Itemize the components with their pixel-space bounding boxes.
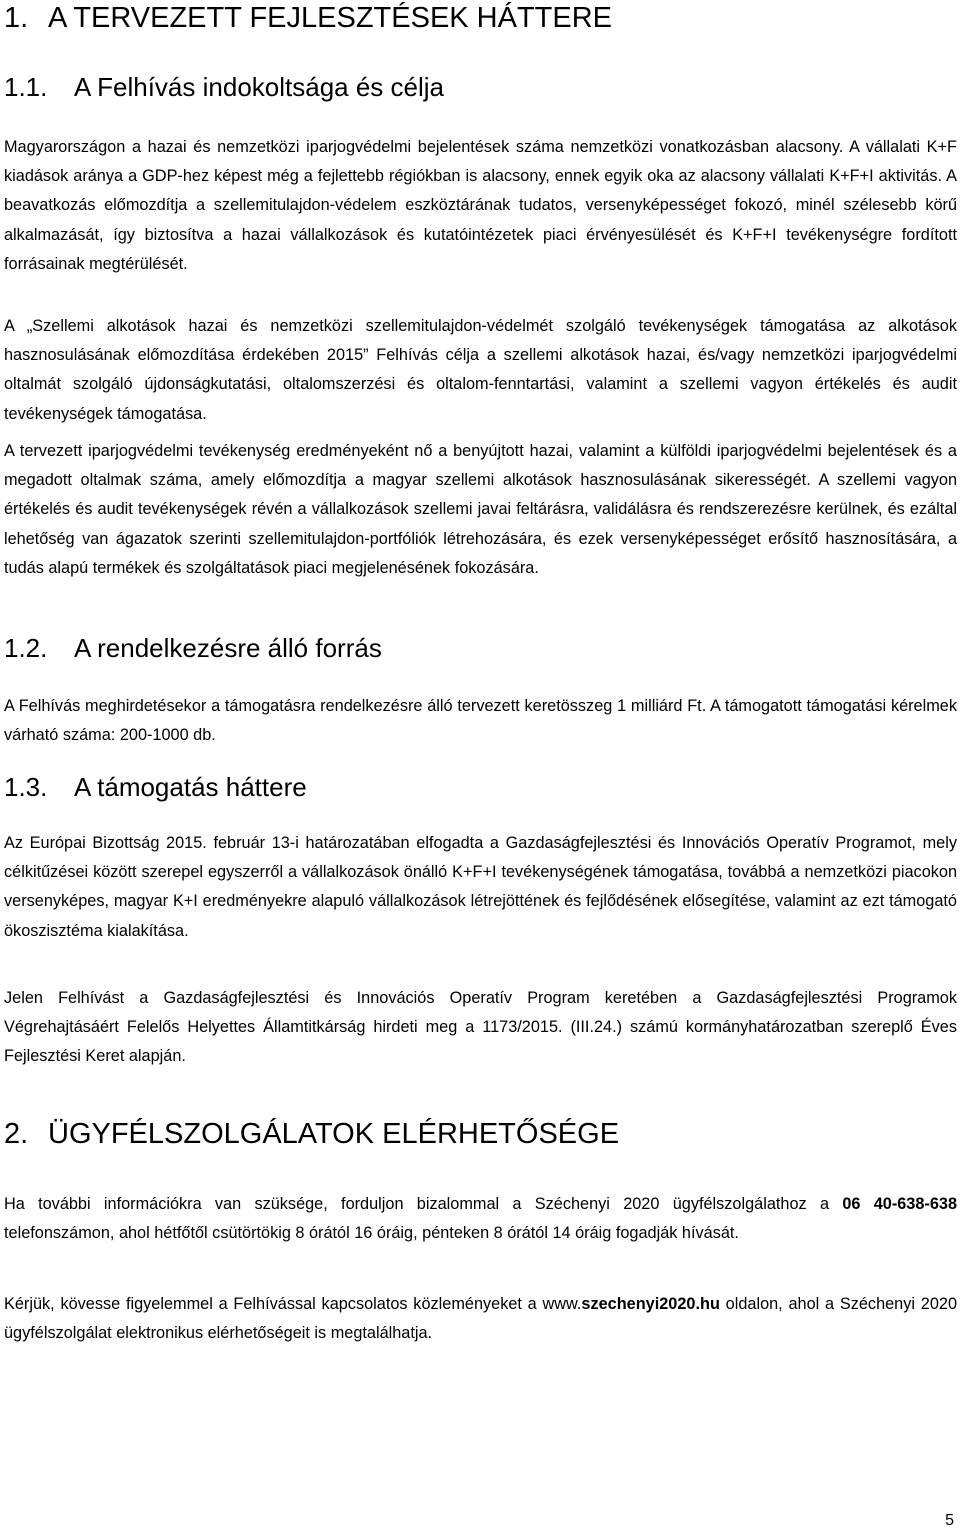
- paragraph-text: Ha további információkra van szüksége, forduljon bizalommal a Széchenyi 2020 ügyfélszolgálathoz a: [4, 1195, 843, 1213]
- section-2-heading: [4, 1118, 619, 1151]
- paragraph-1-3-a: Az Európai Bizottság 2015. február 13-i határozatában elfogadta a Gazdaságfejlesztési és Innovációs Operatív Programot, mely célkitűzései között szerepel egyszerről a vállalkozások önálló K+F+I tevékenységének támogatása, továbbá a nemzetközi piacokon versenyképes, magyar K+I eredményekre alapuló vállalkozások létrejöttének és fejlődésének elősegítése, valamint az ezt támogató ökoszisztéma kialakítása.: [4, 834, 957, 940]
- paragraph-1-2: A Felhívás meghirdetésekor a támogatásra rendelkezésre álló tervezett keretösszeg 1 milliárd Ft. A támogatott támogatási kérelmek várható száma: 200-1000 db.: [4, 697, 957, 745]
- subsection-1-3-heading: [4, 772, 307, 803]
- subsection-title: A Felhívás indokoltsága és célja: [74, 72, 444, 102]
- section-title: A TERVEZETT FEJLESZTÉSEK HÁTTERE: [48, 2, 613, 34]
- section-number: 2.: [4, 1118, 29, 1150]
- subsection-number: 1.2.: [4, 633, 48, 663]
- paragraph-2-b: [4, 1290, 957, 1348]
- paragraph-1-3-b: Jelen Felhívást a Gazdaságfejlesztési és Innovációs Operatív Program keretében a Gazdaságfejlesztési Programok Végrehajtásáért Felelős Helyettes Államtitkárság hirdeti meg a 1173/2015. (III.24.) számú kormányhatározatban szereplő Éves Fejlesztési Keret alapján.: [4, 989, 957, 1066]
- paragraph-text: telefonszámon, ahol hétfőtől csütörtökig 8 órától 16 óráig, pénteken 8 órától 14 óráig fogadják hívását.: [4, 1224, 739, 1243]
- subsection-1-1-heading: [4, 72, 444, 103]
- subsection-title: A rendelkezésre álló forrás: [74, 633, 382, 663]
- phone-number: 06 40-638-638: [842, 1195, 957, 1213]
- section-title: ÜGYFÉLSZOLGÁLATOK ELÉRHETŐSÉGE: [48, 1118, 620, 1150]
- page-number: 5: [945, 1512, 954, 1529]
- paragraph-2-a: [4, 1190, 957, 1248]
- subsection-title: A támogatás háttere: [74, 772, 307, 802]
- website-link[interactable]: szechenyi2020.hu: [581, 1295, 720, 1313]
- paragraph-1-1-a: Magyarországon a hazai és nemzetközi iparjogvédelmi bejelentések száma nemzetközi vonatkozásban alacsony. A vállalati K+F kiadások aránya a GDP-hez képest még a fejlettebb régiókban is alacsony, ennek egyik oka az alacsony vállalati K+F+I aktivitás. A beavatkozás előmozdítja a szellemitulajdon-védelem eszköztárának tudatos, versenyképességet fokozó, minél szélesebb körű alkalmazását, így biztosítva a hazai vállalkozások és kutatóintézetek piaci érvényesülését és K+F+I tevékenységre fordított forrásainak megtérülését.: [4, 138, 957, 273]
- section-1-heading: [4, 2, 612, 35]
- paragraph-1-1-c: A tervezett iparjogvédelmi tevékenység eredményeként nő a benyújtott hazai, valamint a külföldi iparjogvédelmi bejelentések és a megadott oltalmak száma, amely előmozdítja a magyar szellemi alkotások hasznosulásának sikerességét. A szellemi vagyon értékelés és audit tevékenységek révén a vállalkozások szellemi javai feltárásra, validálásra és rendszerezésre kerülnek, és ezáltal lehetőség van ágazatok szerinti szellemitulajdon-portfóliók létrehozására, és ezek versenyképességet erősítő hasznosítására, a tudás alapú termékek és szolgáltatások piaci megjelenésének fokozására.: [4, 442, 957, 577]
- paragraph-text: Kérjük, kövesse figyelemmel a Felhívással kapcsolatos közleményeket a www.: [4, 1295, 582, 1313]
- section-number: 1.: [4, 2, 29, 34]
- subsection-number: 1.1.: [4, 72, 48, 102]
- subsection-1-2-heading: [4, 633, 382, 664]
- subsection-number: 1.3.: [4, 772, 48, 802]
- paragraph-1-1-b: A „Szellemi alkotások hazai és nemzetközi szellemitulajdon-védelmét szolgáló tevékenységek támogatása az alkotások hasznosulásának előmozdítása érdekében 2015” Felhívás célja a szellemi alkotások hazai, és/vagy nemzetközi iparjogvédelmi oltalmát szolgáló újdonságkutatási, oltalomszerzési és oltalom-fenntartási, valamint a szellemi vagyon értékelés és audit tevékenységek támogatása.: [4, 317, 957, 423]
- paragraph-text: oldalon, ahol a Széchenyi 2020 ügyfélszolgálat elektronikus elérhetőségeit is megtalálhatja.: [4, 1295, 957, 1343]
